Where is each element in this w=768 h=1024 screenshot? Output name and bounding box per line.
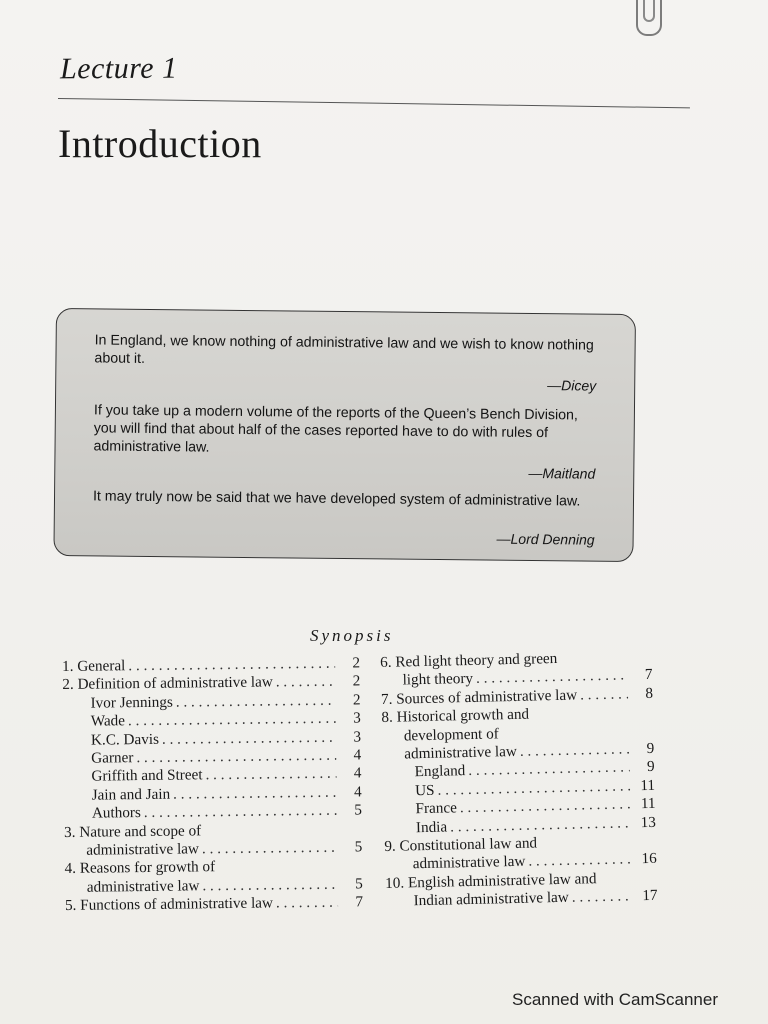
toc-label: K.C. Davis xyxy=(90,730,160,749)
toc-label: Authors xyxy=(91,804,141,822)
toc-label: administrative law xyxy=(86,877,200,896)
toc-label: Indian administrative law xyxy=(413,889,569,910)
toc-page: 9 xyxy=(646,758,655,776)
toc-page: 4 xyxy=(353,783,362,801)
toc-label: administrative law xyxy=(412,853,526,873)
leader-dots xyxy=(162,728,336,749)
leader-dots xyxy=(580,685,628,704)
toc-page: 17 xyxy=(642,887,658,905)
toc-label: light theory xyxy=(402,670,474,689)
toc-label: France xyxy=(415,799,458,818)
leader-dots xyxy=(202,839,338,859)
leader-dots xyxy=(136,747,336,768)
toc-page: 3 xyxy=(353,727,362,746)
toc-label: Wade xyxy=(90,712,126,730)
toc-page: 7 xyxy=(644,666,653,684)
toc-page: 4 xyxy=(353,764,362,782)
toc-label: 3. Nature and scope of xyxy=(64,821,202,841)
toc-page: 16 xyxy=(641,850,657,868)
toc-page: 11 xyxy=(640,776,656,794)
toc-page: 3 xyxy=(353,709,361,727)
toc-page: 4 xyxy=(353,746,362,764)
toc-page: 2 xyxy=(352,691,361,709)
quote-author: —Lord Denning xyxy=(496,530,595,548)
toc-label: Garner xyxy=(91,749,134,767)
quote-author: —Maitland xyxy=(528,464,596,482)
toc-label: England xyxy=(414,762,466,781)
toc-entry xyxy=(65,894,363,916)
toc-label: 10. English administrative law and xyxy=(385,870,597,892)
toc-page: 11 xyxy=(640,795,656,813)
toc-page: 9 xyxy=(646,739,655,758)
toc-label: India xyxy=(415,818,448,836)
scanner-watermark: Scanned with CamScanner xyxy=(511,990,718,1009)
toc-label: 2. Definition of administrative law xyxy=(62,673,273,694)
leader-dots xyxy=(572,888,633,908)
leader-dots xyxy=(276,894,338,913)
toc-label: 8. Historical growth and xyxy=(381,705,530,727)
epigraph-box xyxy=(53,308,636,562)
toc-page: 2 xyxy=(352,672,361,690)
leader-dots xyxy=(202,876,338,896)
toc-entry xyxy=(64,838,362,860)
quote-author: —Dicey xyxy=(547,377,597,394)
leader-dots xyxy=(205,765,336,785)
toc-page: 2 xyxy=(352,654,361,672)
toc-label: Ivor Jennings xyxy=(90,693,173,712)
synopsis-heading: Synopsis xyxy=(310,626,394,645)
quote-text: It may truly now be said that we have developed system of administrative law. xyxy=(92,488,581,510)
quote-text: In England, we know nothing of administrative law and we wish to know nothing about it. xyxy=(94,332,594,367)
paper-clip-icon xyxy=(636,0,662,36)
leader-dots xyxy=(528,851,632,872)
toc-page: 5 xyxy=(354,838,363,856)
toc-label: 4. Reasons for growth of xyxy=(64,858,216,878)
toc-label: administrative law xyxy=(86,840,200,859)
toc-page: 7 xyxy=(355,893,364,911)
toc-label: US xyxy=(414,781,435,800)
toc-page: 13 xyxy=(640,813,657,831)
lecture-label: Lecture 1 xyxy=(59,51,178,86)
toc-label: 1. General xyxy=(62,657,126,675)
toc-label: 7. Sources of administrative law xyxy=(380,686,578,708)
toc-page: 5 xyxy=(355,875,363,893)
toc-entry xyxy=(64,802,362,824)
quote-text: If you take up a modern volume of the reports of the Queen’s Bench Division, you will find that about half of the cases reported have to do with rules of administrative law. xyxy=(93,402,578,456)
leader-dots xyxy=(520,740,630,761)
leader-dots xyxy=(173,783,337,803)
synopsis-right-column xyxy=(380,648,658,912)
toc-label: development of xyxy=(403,724,499,745)
toc-label: administrative law xyxy=(404,742,518,763)
toc-page: 5 xyxy=(354,801,362,819)
leader-dots xyxy=(276,673,336,692)
toc-label: Jain and Jain xyxy=(91,785,171,804)
toc-label: 9. Constitutional law and xyxy=(384,834,538,856)
chapter-title: Introduction xyxy=(58,121,262,166)
toc-label: Griffith and Street xyxy=(91,766,203,786)
leader-dots xyxy=(144,802,337,823)
leader-dots xyxy=(176,691,336,711)
toc-page: 8 xyxy=(645,684,654,702)
toc-label: 5. Functions of administrative law xyxy=(64,894,274,915)
synopsis-left-column xyxy=(62,654,363,915)
toc-label: 6. Red light theory and green xyxy=(380,649,558,671)
